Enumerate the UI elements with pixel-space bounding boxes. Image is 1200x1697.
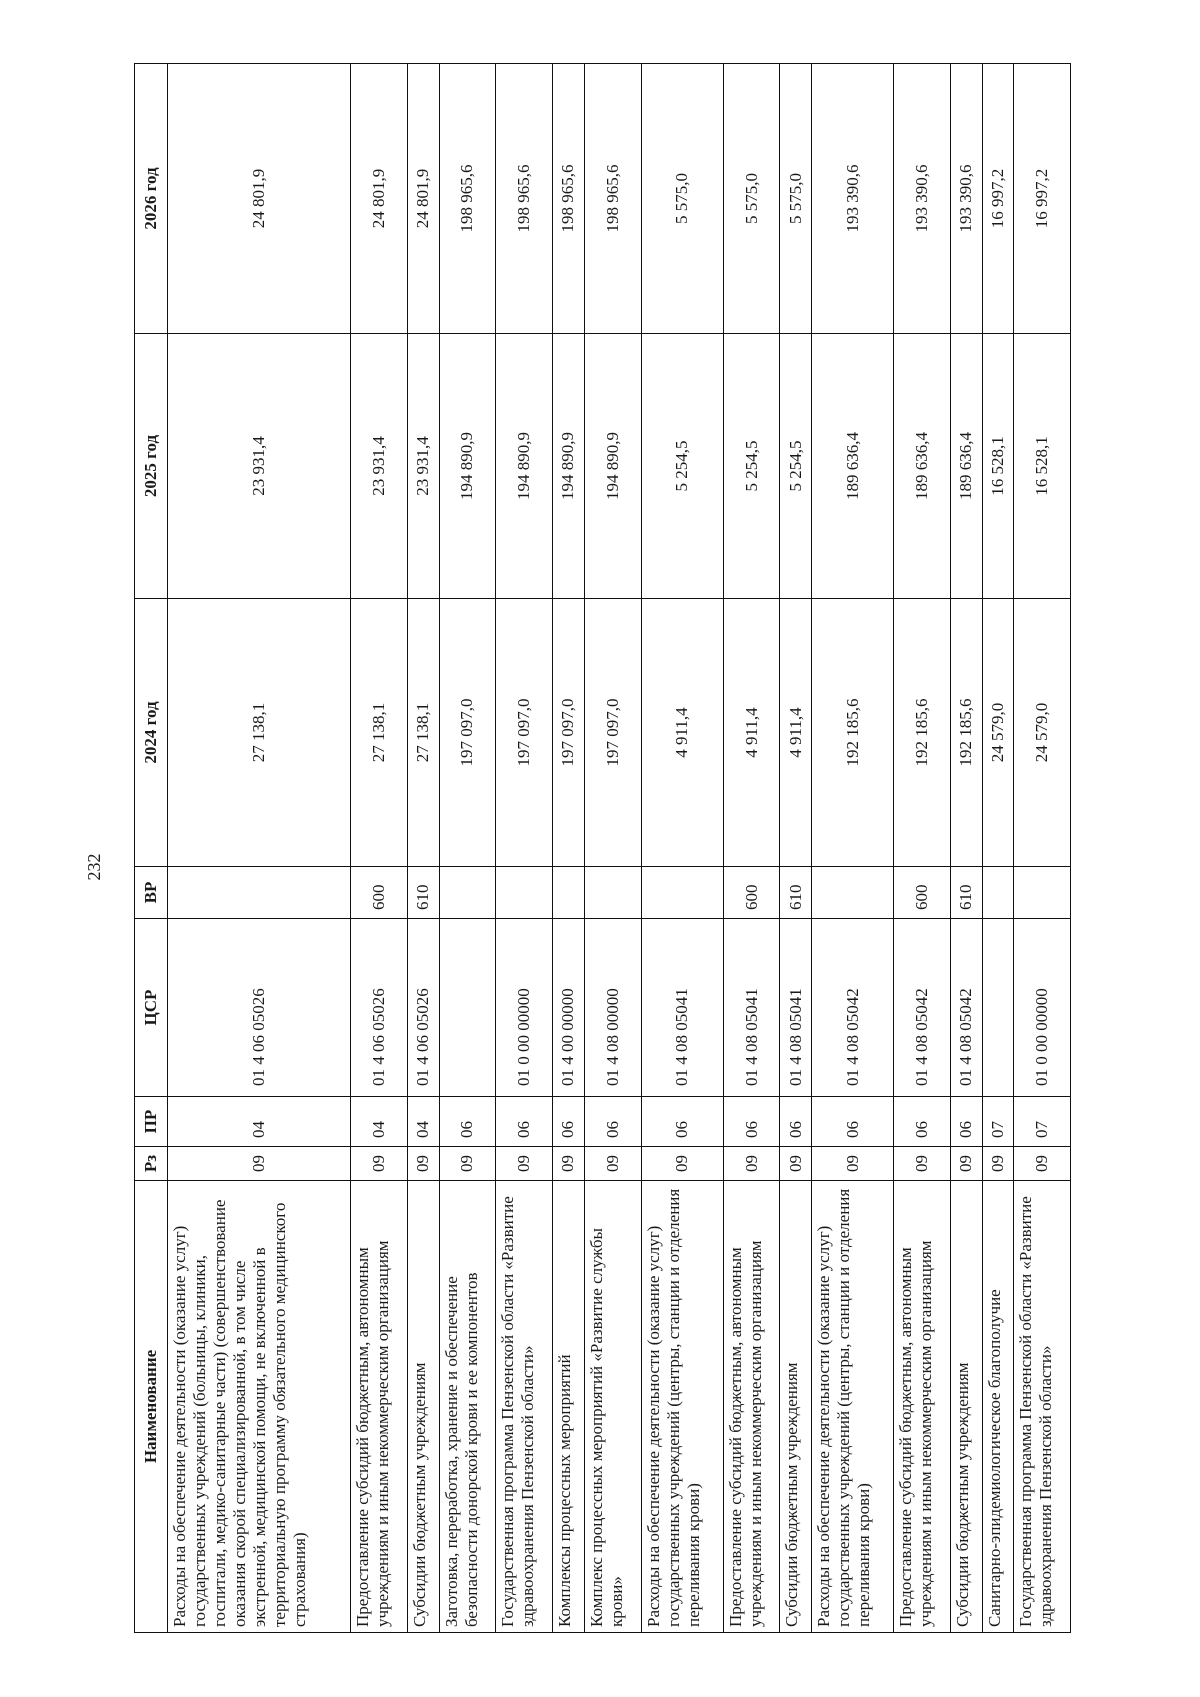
row-2026: 198 965,6 <box>496 64 553 334</box>
row-2026: 24 801,9 <box>168 64 351 334</box>
row-2024: 4 911,4 <box>780 599 812 867</box>
row-csr: 01 4 06 05026 <box>351 919 408 1097</box>
row-vr <box>439 867 496 919</box>
row-pr: 06 <box>812 1097 894 1147</box>
row-csr: 01 4 08 00000 <box>584 919 641 1097</box>
table-row <box>584 64 641 1633</box>
row-2025: 23 931,4 <box>351 334 408 599</box>
row-vr: 610 <box>950 867 982 919</box>
row-csr <box>439 919 496 1097</box>
table-row <box>812 64 894 1633</box>
row-2026: 16 997,2 <box>1014 64 1071 334</box>
row-csr: 01 4 08 05042 <box>812 919 894 1097</box>
row-pr: 06 <box>894 1097 951 1147</box>
page-number: 232 <box>84 853 104 881</box>
row-rz: 09 <box>439 1147 496 1181</box>
row-2024: 4 911,4 <box>723 599 780 867</box>
row-2024: 192 185,6 <box>894 599 951 867</box>
row-2026: 193 390,6 <box>950 64 982 334</box>
table-body <box>168 64 1071 1633</box>
row-vr: 600 <box>723 867 780 919</box>
row-2026: 198 965,6 <box>439 64 496 334</box>
header-2025: 2025 год <box>135 334 168 599</box>
row-2025: 23 931,4 <box>168 334 351 599</box>
row-2025: 194 890,9 <box>553 334 585 599</box>
row-2026: 198 965,6 <box>584 64 641 334</box>
row-name: Комплексы процессных мероприятий <box>553 1181 585 1633</box>
row-name: Расходы на обеспечение деятельности (оказание услуг) государственных учреждений (центры, станции и отделения переливания крови) <box>641 1181 723 1633</box>
table-row <box>894 64 951 1633</box>
row-csr: 01 4 08 05042 <box>950 919 982 1097</box>
row-2025: 5 254,5 <box>723 334 780 599</box>
row-2024: 192 185,6 <box>812 599 894 867</box>
row-csr: 01 0 00 00000 <box>496 919 553 1097</box>
row-2026: 24 801,9 <box>407 64 439 334</box>
row-rz: 09 <box>407 1147 439 1181</box>
row-rz: 09 <box>723 1147 780 1181</box>
row-vr: 610 <box>407 867 439 919</box>
row-name: Государственная программа Пензенской области «Развитие здравоохранения Пензенской области» <box>496 1181 553 1633</box>
table-row <box>351 64 408 1633</box>
row-2024: 24 579,0 <box>982 599 1014 867</box>
header-csr: ЦСР <box>135 919 168 1097</box>
table-row <box>1014 64 1071 1633</box>
row-name: Субсидии бюджетным учреждениям <box>950 1181 982 1633</box>
row-2024: 4 911,4 <box>641 599 723 867</box>
row-pr: 04 <box>351 1097 408 1147</box>
row-rz: 09 <box>812 1147 894 1181</box>
row-2025: 23 931,4 <box>407 334 439 599</box>
row-rz: 09 <box>351 1147 408 1181</box>
row-rz: 09 <box>982 1147 1014 1181</box>
row-2026: 5 575,0 <box>641 64 723 334</box>
row-pr: 04 <box>407 1097 439 1147</box>
row-rz: 09 <box>168 1147 351 1181</box>
row-vr <box>982 867 1014 919</box>
row-2026: 5 575,0 <box>723 64 780 334</box>
budget-table <box>134 63 1071 1633</box>
row-2024: 197 097,0 <box>584 599 641 867</box>
row-2024: 197 097,0 <box>439 599 496 867</box>
table-row <box>641 64 723 1633</box>
row-2025: 16 528,1 <box>982 334 1014 599</box>
row-name: Расходы на обеспечение деятельности (оказание услуг) государственных учреждений (центры, станции и отделения переливания крови) <box>812 1181 894 1633</box>
table-row <box>982 64 1014 1633</box>
row-rz: 09 <box>584 1147 641 1181</box>
row-csr: 01 4 08 05041 <box>780 919 812 1097</box>
row-2024: 27 138,1 <box>168 599 351 867</box>
row-csr: 01 4 06 05026 <box>168 919 351 1097</box>
row-pr: 06 <box>439 1097 496 1147</box>
row-pr: 06 <box>584 1097 641 1147</box>
row-2026: 193 390,6 <box>894 64 951 334</box>
header-vr: ВР <box>135 867 168 919</box>
row-vr <box>553 867 585 919</box>
row-rz: 09 <box>641 1147 723 1181</box>
row-name: Предоставление субсидий бюджетным, автономным учреждениям и иным некоммерческим организациям <box>723 1181 780 1633</box>
budget-table-container <box>134 64 1071 1633</box>
row-2024: 197 097,0 <box>553 599 585 867</box>
row-2025: 16 528,1 <box>1014 334 1071 599</box>
row-name: Предоставление субсидий бюджетным, автономным учреждениям и иным некоммерческим организациям <box>351 1181 408 1633</box>
row-pr: 06 <box>553 1097 585 1147</box>
row-2025: 189 636,4 <box>950 334 982 599</box>
table-header-row <box>135 64 168 1633</box>
header-pr: ПР <box>135 1097 168 1147</box>
row-2026: 24 801,9 <box>351 64 408 334</box>
row-vr: 600 <box>894 867 951 919</box>
row-csr: 01 4 08 05041 <box>641 919 723 1097</box>
row-rz: 09 <box>894 1147 951 1181</box>
row-2026: 198 965,6 <box>553 64 585 334</box>
row-name: Государственная программа Пензенской области «Развитие здравоохранения Пензенской области» <box>1014 1181 1071 1633</box>
row-2024: 197 097,0 <box>496 599 553 867</box>
row-csr: 01 0 00 00000 <box>1014 919 1071 1097</box>
row-vr <box>1014 867 1071 919</box>
row-name: Комплекс процессных мероприятий «Развитие службы крови» <box>584 1181 641 1633</box>
table-row <box>496 64 553 1633</box>
row-2025: 194 890,9 <box>439 334 496 599</box>
header-rz: Рз <box>135 1147 168 1181</box>
row-2026: 16 997,2 <box>982 64 1014 334</box>
row-vr <box>496 867 553 919</box>
row-pr: 07 <box>1014 1097 1071 1147</box>
row-rz: 09 <box>780 1147 812 1181</box>
row-2024: 192 185,6 <box>950 599 982 867</box>
row-name: Субсидии бюджетным учреждениям <box>407 1181 439 1633</box>
header-2026: 2026 год <box>135 64 168 334</box>
row-name: Предоставление субсидий бюджетным, автономным учреждениям и иным некоммерческим организациям <box>894 1181 951 1633</box>
row-csr: 01 4 08 05041 <box>723 919 780 1097</box>
row-pr: 06 <box>780 1097 812 1147</box>
table-row <box>780 64 812 1633</box>
row-rz: 09 <box>1014 1147 1071 1181</box>
row-name: Расходы на обеспечение деятельности (оказание услуг) государственных учреждений (больницы, клиники, госпитали, медико-санитарные части) (совершенствование оказания скорой специализированной, в том числе экстренной, медицинской помощи, не включенной в территориальную программу обязательного медицинского страхования) <box>168 1181 351 1633</box>
row-csr <box>982 919 1014 1097</box>
row-2025: 5 254,5 <box>780 334 812 599</box>
row-pr: 06 <box>641 1097 723 1147</box>
row-2024: 24 579,0 <box>1014 599 1071 867</box>
row-2024: 27 138,1 <box>351 599 408 867</box>
row-2026: 5 575,0 <box>780 64 812 334</box>
row-pr: 07 <box>982 1097 1014 1147</box>
row-rz: 09 <box>553 1147 585 1181</box>
row-name: Заготовка, переработка, хранение и обеспечение безопасности донорской крови и ее компонентов <box>439 1181 496 1633</box>
row-2025: 5 254,5 <box>641 334 723 599</box>
row-vr: 600 <box>351 867 408 919</box>
row-name: Субсидии бюджетным учреждениям <box>780 1181 812 1633</box>
row-2024: 27 138,1 <box>407 599 439 867</box>
row-pr: 06 <box>496 1097 553 1147</box>
row-pr: 04 <box>168 1097 351 1147</box>
row-2025: 194 890,9 <box>584 334 641 599</box>
row-pr: 06 <box>950 1097 982 1147</box>
row-pr: 06 <box>723 1097 780 1147</box>
row-2025: 189 636,4 <box>894 334 951 599</box>
row-rz: 09 <box>496 1147 553 1181</box>
row-rz: 09 <box>950 1147 982 1181</box>
row-2025: 189 636,4 <box>812 334 894 599</box>
row-vr: 610 <box>780 867 812 919</box>
row-csr: 01 4 08 05042 <box>894 919 951 1097</box>
table-row <box>168 64 351 1633</box>
table-row <box>407 64 439 1633</box>
row-vr <box>641 867 723 919</box>
table-row <box>950 64 982 1633</box>
row-2026: 193 390,6 <box>812 64 894 334</box>
row-vr <box>812 867 894 919</box>
row-csr: 01 4 06 05026 <box>407 919 439 1097</box>
row-2025: 194 890,9 <box>496 334 553 599</box>
header-2024: 2024 год <box>135 599 168 867</box>
row-vr <box>584 867 641 919</box>
table-row <box>723 64 780 1633</box>
header-name: Наименование <box>135 1181 168 1633</box>
row-name: Санитарно-эпидемиологическое благополучие <box>982 1181 1014 1633</box>
row-csr: 01 4 00 00000 <box>553 919 585 1097</box>
table-row <box>439 64 496 1633</box>
table-row <box>553 64 585 1633</box>
row-vr <box>168 867 351 919</box>
